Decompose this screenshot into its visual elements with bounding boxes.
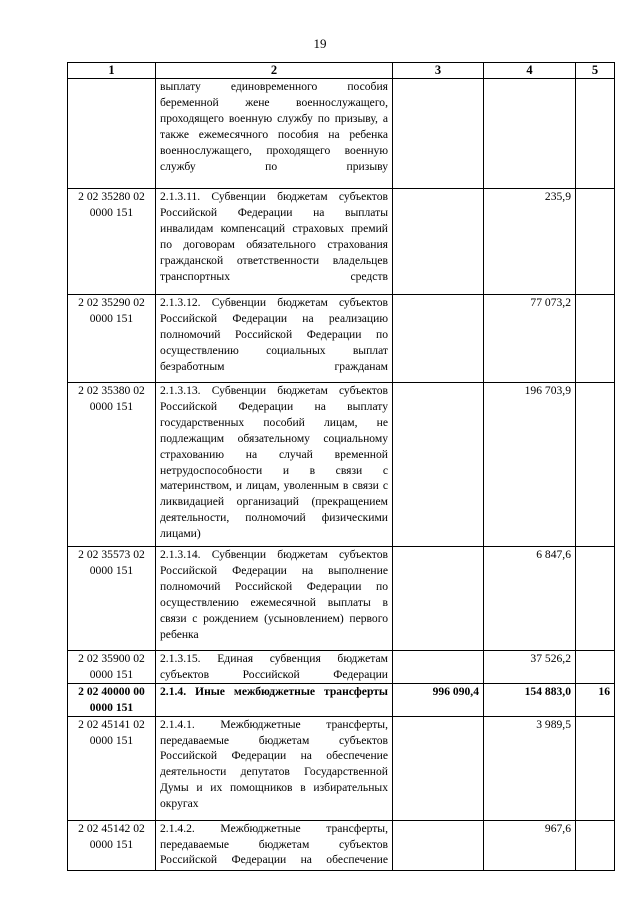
row-col4-value: 37 526,2: [484, 651, 576, 684]
table-row: [68, 683, 615, 716]
row-col5-value: [576, 547, 615, 651]
row-description: 2.1.4.1. Межбюджетные трансферты, передаваемые бюджетам субъектов Российской Федерации на обеспечение деятельности депутатов Государственной Думы и их помощников в избирательных округах: [156, 716, 393, 820]
row-code: 2 02 45142 02 0000 151: [68, 820, 156, 870]
row-col5-value: [576, 79, 615, 189]
table-row: [68, 189, 615, 295]
row-col3-value: [393, 189, 484, 295]
table-row: [68, 383, 615, 547]
row-description: 2.1.3.14. Субвенции бюджетам субъектов Российской Федерации на выполнение полномочий Российской Федерации по осуществлению ежемесячной выплаты в связи с рождением (усыновлением) первого ребенка: [156, 547, 393, 651]
row-col3-value: [393, 383, 484, 547]
row-col3-value: 996 090,4: [393, 683, 484, 716]
row-description: 2.1.3.13. Субвенции бюджетам субъектов Российской Федерации на выплату государственных пособий лицам, не подлежащим обязательному социальному страхованию на случай временной нетрудоспособности и в связи с материнством, и лицам, уволенным в связи с ликвидацией организаций (прекращением деятельности, полномочий физическими лицами): [156, 383, 393, 547]
row-description: выплату единовременного пособия беременной жене военнослужащего, проходящего военную службу по призыву, а также ежемесячного пособия на ребенка военнослужащего, проходящего военную службу по призыву: [156, 79, 393, 189]
row-col4-value: 235,9: [484, 189, 576, 295]
row-col5-value: [576, 295, 615, 383]
table-row: [68, 716, 615, 820]
table-body: [68, 79, 615, 871]
header-col-1: 1: [68, 63, 156, 79]
row-col5-value: [576, 716, 615, 820]
row-code: 2 02 35290 02 0000 151: [68, 295, 156, 383]
row-description: 2.1.4.2. Межбюджетные трансферты, передаваемые бюджетам субъектов Российской Федерации на обеспечение: [156, 820, 393, 870]
row-description: 2.1.3.15. Единая субвенция бюджетам субъектов Российской Федерации: [156, 651, 393, 684]
row-col5-value: [576, 383, 615, 547]
header-col-4: 4: [484, 63, 576, 79]
row-col4-value: 77 073,2: [484, 295, 576, 383]
row-col4-value: 3 989,5: [484, 716, 576, 820]
row-col4-value: [484, 79, 576, 189]
table-row: [68, 79, 615, 189]
row-code: 2 02 35280 02 0000 151: [68, 189, 156, 295]
row-col3-value: [393, 79, 484, 189]
row-code: 2 02 35573 02 0000 151: [68, 547, 156, 651]
row-col4-value: 6 847,6: [484, 547, 576, 651]
row-description: 2.1.4. Иные межбюджетные трансферты: [156, 683, 393, 716]
row-col3-value: [393, 716, 484, 820]
table-row: [68, 295, 615, 383]
row-code: [68, 79, 156, 189]
row-code: 2 02 40000 00 0000 151: [68, 683, 156, 716]
row-col5-value: [576, 651, 615, 684]
table-header-row: [68, 63, 615, 79]
row-col3-value: [393, 547, 484, 651]
row-col4-value: 196 703,9: [484, 383, 576, 547]
table-row: [68, 820, 615, 870]
row-col5-value: 16: [576, 683, 615, 716]
header-col-3: 3: [393, 63, 484, 79]
row-col3-value: [393, 820, 484, 870]
row-col5-value: [576, 189, 615, 295]
row-code: 2 02 35380 02 0000 151: [68, 383, 156, 547]
page-number: 19: [313, 36, 327, 51]
row-col3-value: [393, 651, 484, 684]
budget-table: [67, 62, 615, 871]
table-row: [68, 547, 615, 651]
table-row: [68, 651, 615, 684]
row-description: 2.1.3.11. Субвенции бюджетам субъектов Российской Федерации на выплаты инвалидам компенсаций страховых премий по договорам обязательного страхования гражданской ответственности владельцев транспортных средств: [156, 189, 393, 295]
row-code: 2 02 45141 02 0000 151: [68, 716, 156, 820]
row-description: 2.1.3.12. Субвенции бюджетам субъектов Российской Федерации на реализацию полномочий Российской Федерации по осуществлению социальных выплат безработным гражданам: [156, 295, 393, 383]
row-col3-value: [393, 295, 484, 383]
row-col5-value: [576, 820, 615, 870]
header-col-2: 2: [156, 63, 393, 79]
row-col4-value: 967,6: [484, 820, 576, 870]
row-code: 2 02 35900 02 0000 151: [68, 651, 156, 684]
row-col4-value: 154 883,0: [484, 683, 576, 716]
header-col-5: 5: [576, 63, 615, 79]
